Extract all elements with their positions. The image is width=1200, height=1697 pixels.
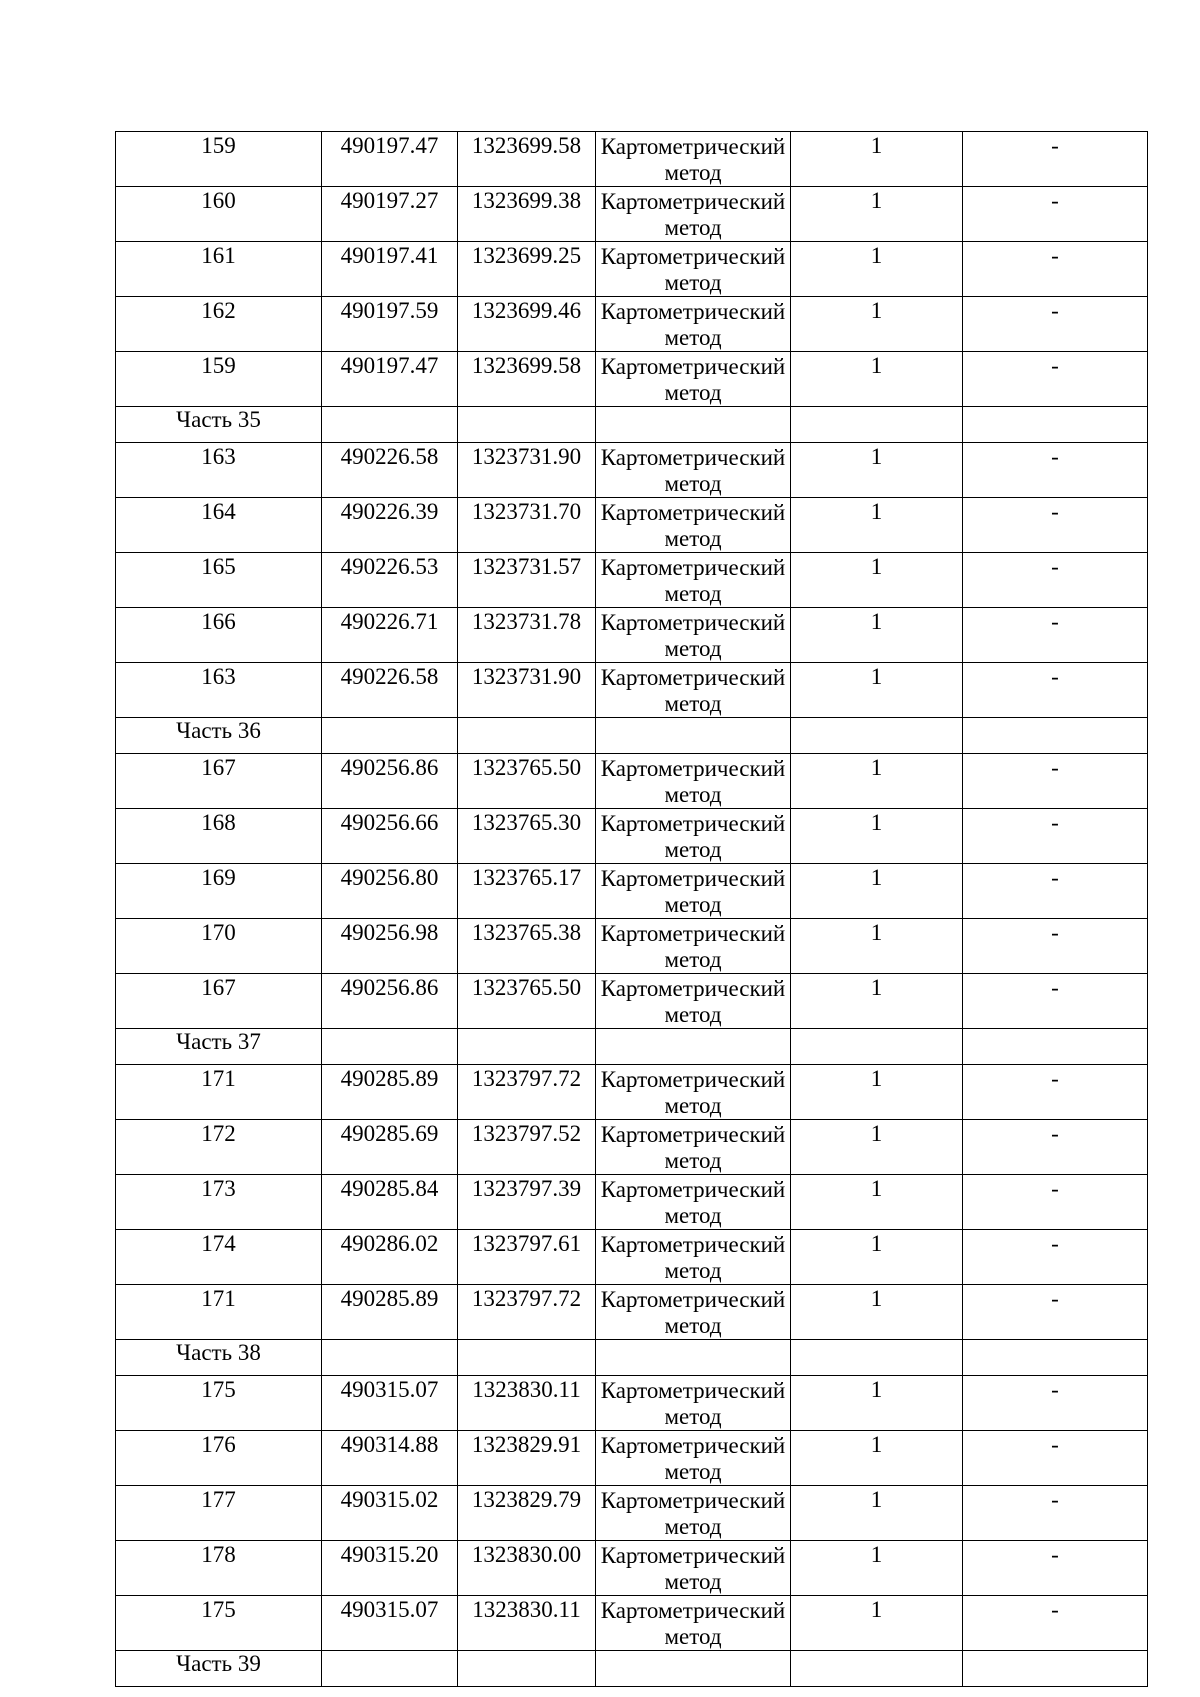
- x-coordinate-cell: 490226.53: [322, 553, 458, 608]
- method-line-1: Картометрический: [600, 134, 786, 159]
- method-line-1: Картометрический: [600, 244, 786, 269]
- method-line-1: Картометрический: [600, 610, 786, 635]
- note-cell: -: [963, 1376, 1148, 1431]
- point-number-cell: 165: [116, 553, 322, 608]
- y-coordinate-cell: 1323797.61: [458, 1230, 596, 1285]
- x-coordinate-cell: 490285.69: [322, 1120, 458, 1175]
- empty-cell: [596, 1029, 791, 1065]
- method-line-2: метод: [664, 782, 722, 807]
- x-coordinate-cell: 490226.71: [322, 608, 458, 663]
- point-number-cell: 178: [116, 1541, 322, 1596]
- y-coordinate-cell: 1323830.00: [458, 1541, 596, 1596]
- method-line-2: метод: [664, 526, 722, 551]
- empty-cell: [963, 1340, 1148, 1376]
- note-cell: -: [963, 663, 1148, 718]
- method-cell: [596, 1486, 791, 1541]
- table-row: [116, 187, 1148, 242]
- note-cell: -: [963, 352, 1148, 407]
- point-number-cell: 159: [116, 132, 322, 187]
- method-line-1: Картометрический: [600, 665, 786, 690]
- method-cell: [596, 663, 791, 718]
- empty-cell: [791, 407, 963, 443]
- method-line-1: Картометрический: [600, 1598, 786, 1623]
- method-cell: [596, 608, 791, 663]
- point-number-cell: 173: [116, 1175, 322, 1230]
- point-number-cell: 160: [116, 187, 322, 242]
- accuracy-cell: 1: [791, 1120, 963, 1175]
- y-coordinate-cell: 1323829.91: [458, 1431, 596, 1486]
- empty-cell: [963, 1651, 1148, 1687]
- table-row: [116, 1120, 1148, 1175]
- note-cell: -: [963, 754, 1148, 809]
- empty-cell: [596, 407, 791, 443]
- empty-cell: [458, 1029, 596, 1065]
- point-number-cell: 175: [116, 1376, 322, 1431]
- note-cell: -: [963, 1486, 1148, 1541]
- table-row: [116, 809, 1148, 864]
- part-header-row: [116, 407, 1148, 443]
- note-cell: -: [963, 242, 1148, 297]
- point-number-cell: 171: [116, 1065, 322, 1120]
- method-cell: [596, 443, 791, 498]
- part-label: Часть 39: [116, 1651, 322, 1687]
- method-line-2: метод: [664, 1569, 722, 1594]
- empty-cell: [596, 1651, 791, 1687]
- method-line-1: Картометрический: [600, 756, 786, 781]
- y-coordinate-cell: 1323829.79: [458, 1486, 596, 1541]
- y-coordinate-cell: 1323765.38: [458, 919, 596, 974]
- method-line-1: Картометрический: [600, 1378, 786, 1403]
- x-coordinate-cell: 490285.89: [322, 1285, 458, 1340]
- empty-cell: [963, 718, 1148, 754]
- empty-cell: [596, 1340, 791, 1376]
- table-row: [116, 974, 1148, 1029]
- empty-cell: [322, 1651, 458, 1687]
- method-cell: [596, 1065, 791, 1120]
- point-number-cell: 169: [116, 864, 322, 919]
- y-coordinate-cell: 1323830.11: [458, 1596, 596, 1651]
- empty-cell: [458, 718, 596, 754]
- table-row: [116, 1596, 1148, 1651]
- method-cell: [596, 1120, 791, 1175]
- method-cell: [596, 1431, 791, 1486]
- method-line-2: метод: [664, 1148, 722, 1173]
- table-row: [116, 919, 1148, 974]
- accuracy-cell: 1: [791, 297, 963, 352]
- method-line-2: метод: [664, 270, 722, 295]
- method-cell: [596, 1230, 791, 1285]
- method-cell: [596, 1285, 791, 1340]
- y-coordinate-cell: 1323797.39: [458, 1175, 596, 1230]
- x-coordinate-cell: 490197.47: [322, 132, 458, 187]
- x-coordinate-cell: 490197.41: [322, 242, 458, 297]
- y-coordinate-cell: 1323699.46: [458, 297, 596, 352]
- point-number-cell: 175: [116, 1596, 322, 1651]
- y-coordinate-cell: 1323731.90: [458, 443, 596, 498]
- y-coordinate-cell: 1323731.70: [458, 498, 596, 553]
- table-row: [116, 443, 1148, 498]
- method-line-2: метод: [664, 1002, 722, 1027]
- table-row: [116, 132, 1148, 187]
- x-coordinate-cell: 490315.02: [322, 1486, 458, 1541]
- y-coordinate-cell: 1323731.90: [458, 663, 596, 718]
- method-line-2: метод: [664, 1258, 722, 1283]
- empty-cell: [458, 1340, 596, 1376]
- point-number-cell: 161: [116, 242, 322, 297]
- part-header-row: [116, 1029, 1148, 1065]
- empty-cell: [963, 407, 1148, 443]
- accuracy-cell: 1: [791, 974, 963, 1029]
- y-coordinate-cell: 1323797.72: [458, 1065, 596, 1120]
- method-line-1: Картометрический: [600, 1177, 786, 1202]
- table-row: [116, 1376, 1148, 1431]
- accuracy-cell: 1: [791, 1596, 963, 1651]
- method-line-2: метод: [664, 1203, 722, 1228]
- method-line-1: Картометрический: [600, 1067, 786, 1092]
- method-cell: [596, 498, 791, 553]
- accuracy-cell: 1: [791, 608, 963, 663]
- accuracy-cell: 1: [791, 1175, 963, 1230]
- x-coordinate-cell: 490226.58: [322, 663, 458, 718]
- coordinates-table: [115, 131, 1148, 1687]
- empty-cell: [322, 1029, 458, 1065]
- accuracy-cell: 1: [791, 498, 963, 553]
- accuracy-cell: 1: [791, 443, 963, 498]
- method-cell: [596, 187, 791, 242]
- method-line-2: метод: [664, 1313, 722, 1338]
- x-coordinate-cell: 490226.39: [322, 498, 458, 553]
- method-cell: [596, 1175, 791, 1230]
- empty-cell: [458, 407, 596, 443]
- x-coordinate-cell: 490256.86: [322, 974, 458, 1029]
- note-cell: -: [963, 1120, 1148, 1175]
- method-cell: [596, 1376, 791, 1431]
- method-line-2: метод: [664, 691, 722, 716]
- y-coordinate-cell: 1323699.38: [458, 187, 596, 242]
- accuracy-cell: 1: [791, 1065, 963, 1120]
- table-row: [116, 297, 1148, 352]
- accuracy-cell: 1: [791, 553, 963, 608]
- x-coordinate-cell: 490286.02: [322, 1230, 458, 1285]
- y-coordinate-cell: 1323699.58: [458, 352, 596, 407]
- method-line-1: Картометрический: [600, 866, 786, 891]
- accuracy-cell: 1: [791, 1486, 963, 1541]
- point-number-cell: 167: [116, 974, 322, 1029]
- x-coordinate-cell: 490256.66: [322, 809, 458, 864]
- method-line-1: Картометрический: [600, 189, 786, 214]
- method-line-1: Картометрический: [600, 811, 786, 836]
- note-cell: -: [963, 1065, 1148, 1120]
- method-line-1: Картометрический: [600, 500, 786, 525]
- empty-cell: [322, 407, 458, 443]
- x-coordinate-cell: 490315.07: [322, 1596, 458, 1651]
- method-line-2: метод: [664, 1404, 722, 1429]
- x-coordinate-cell: 490256.86: [322, 754, 458, 809]
- y-coordinate-cell: 1323797.52: [458, 1120, 596, 1175]
- method-cell: [596, 352, 791, 407]
- table-row: [116, 352, 1148, 407]
- table-row: [116, 553, 1148, 608]
- note-cell: -: [963, 1285, 1148, 1340]
- method-line-1: Картометрический: [600, 1488, 786, 1513]
- method-cell: [596, 297, 791, 352]
- point-number-cell: 172: [116, 1120, 322, 1175]
- y-coordinate-cell: 1323830.11: [458, 1376, 596, 1431]
- point-number-cell: 163: [116, 443, 322, 498]
- x-coordinate-cell: 490197.27: [322, 187, 458, 242]
- note-cell: -: [963, 187, 1148, 242]
- table-row: [116, 1230, 1148, 1285]
- empty-cell: [322, 1340, 458, 1376]
- method-cell: [596, 132, 791, 187]
- point-number-cell: 171: [116, 1285, 322, 1340]
- method-cell: [596, 242, 791, 297]
- x-coordinate-cell: 490315.20: [322, 1541, 458, 1596]
- table-row: [116, 1285, 1148, 1340]
- accuracy-cell: 1: [791, 663, 963, 718]
- point-number-cell: 164: [116, 498, 322, 553]
- note-cell: -: [963, 1431, 1148, 1486]
- accuracy-cell: 1: [791, 809, 963, 864]
- accuracy-cell: 1: [791, 187, 963, 242]
- note-cell: -: [963, 1175, 1148, 1230]
- accuracy-cell: 1: [791, 242, 963, 297]
- x-coordinate-cell: 490285.84: [322, 1175, 458, 1230]
- method-line-2: метод: [664, 160, 722, 185]
- y-coordinate-cell: 1323765.50: [458, 754, 596, 809]
- note-cell: -: [963, 443, 1148, 498]
- method-line-2: метод: [664, 325, 722, 350]
- accuracy-cell: 1: [791, 1376, 963, 1431]
- x-coordinate-cell: 490256.98: [322, 919, 458, 974]
- point-number-cell: 176: [116, 1431, 322, 1486]
- part-header-row: [116, 718, 1148, 754]
- accuracy-cell: 1: [791, 1230, 963, 1285]
- note-cell: -: [963, 864, 1148, 919]
- method-cell: [596, 1541, 791, 1596]
- empty-cell: [791, 718, 963, 754]
- part-label: Часть 37: [116, 1029, 322, 1065]
- part-label: Часть 36: [116, 718, 322, 754]
- part-header-row: [116, 1651, 1148, 1687]
- table-row: [116, 242, 1148, 297]
- point-number-cell: 166: [116, 608, 322, 663]
- accuracy-cell: 1: [791, 1285, 963, 1340]
- method-cell: [596, 754, 791, 809]
- method-line-2: метод: [664, 380, 722, 405]
- y-coordinate-cell: 1323765.50: [458, 974, 596, 1029]
- empty-cell: [322, 718, 458, 754]
- method-line-2: метод: [664, 1093, 722, 1118]
- table-row: [116, 1431, 1148, 1486]
- note-cell: -: [963, 608, 1148, 663]
- y-coordinate-cell: 1323797.72: [458, 1285, 596, 1340]
- empty-cell: [458, 1651, 596, 1687]
- x-coordinate-cell: 490197.47: [322, 352, 458, 407]
- method-line-2: метод: [664, 1514, 722, 1539]
- note-cell: -: [963, 498, 1148, 553]
- y-coordinate-cell: 1323731.57: [458, 553, 596, 608]
- method-line-2: метод: [664, 581, 722, 606]
- accuracy-cell: 1: [791, 352, 963, 407]
- point-number-cell: 177: [116, 1486, 322, 1541]
- note-cell: -: [963, 809, 1148, 864]
- empty-cell: [791, 1340, 963, 1376]
- method-cell: [596, 864, 791, 919]
- x-coordinate-cell: 490285.89: [322, 1065, 458, 1120]
- method-line-1: Картометрический: [600, 1287, 786, 1312]
- table-row: [116, 608, 1148, 663]
- y-coordinate-cell: 1323731.78: [458, 608, 596, 663]
- note-cell: -: [963, 1541, 1148, 1596]
- x-coordinate-cell: 490256.80: [322, 864, 458, 919]
- point-number-cell: 167: [116, 754, 322, 809]
- empty-cell: [963, 1029, 1148, 1065]
- empty-cell: [596, 718, 791, 754]
- note-cell: -: [963, 297, 1148, 352]
- point-number-cell: 162: [116, 297, 322, 352]
- point-number-cell: 159: [116, 352, 322, 407]
- method-line-1: Картометрический: [600, 976, 786, 1001]
- note-cell: -: [963, 919, 1148, 974]
- point-number-cell: 163: [116, 663, 322, 718]
- accuracy-cell: 1: [791, 754, 963, 809]
- y-coordinate-cell: 1323699.25: [458, 242, 596, 297]
- point-number-cell: 168: [116, 809, 322, 864]
- method-line-2: метод: [664, 1459, 722, 1484]
- table-row: [116, 1175, 1148, 1230]
- empty-cell: [791, 1651, 963, 1687]
- part-label: Часть 38: [116, 1340, 322, 1376]
- method-line-1: Картометрический: [600, 354, 786, 379]
- method-line-1: Картометрический: [600, 1543, 786, 1568]
- point-number-cell: 174: [116, 1230, 322, 1285]
- accuracy-cell: 1: [791, 919, 963, 974]
- x-coordinate-cell: 490314.88: [322, 1431, 458, 1486]
- method-line-1: Картометрический: [600, 1433, 786, 1458]
- coordinates-table-body: [116, 132, 1148, 1687]
- method-cell: [596, 974, 791, 1029]
- part-header-row: [116, 1340, 1148, 1376]
- point-number-cell: 170: [116, 919, 322, 974]
- method-cell: [596, 1596, 791, 1651]
- note-cell: -: [963, 974, 1148, 1029]
- method-line-2: метод: [664, 1624, 722, 1649]
- y-coordinate-cell: 1323765.30: [458, 809, 596, 864]
- method-cell: [596, 553, 791, 608]
- method-line-2: метод: [664, 892, 722, 917]
- accuracy-cell: 1: [791, 1431, 963, 1486]
- method-line-1: Картометрический: [600, 445, 786, 470]
- method-line-1: Картометрический: [600, 1122, 786, 1147]
- note-cell: -: [963, 1596, 1148, 1651]
- method-line-2: метод: [664, 215, 722, 240]
- method-line-2: метод: [664, 636, 722, 661]
- table-row: [116, 1541, 1148, 1596]
- method-line-2: метод: [664, 837, 722, 862]
- table-row: [116, 1486, 1148, 1541]
- method-line-1: Картометрический: [600, 921, 786, 946]
- method-line-2: метод: [664, 471, 722, 496]
- note-cell: -: [963, 1230, 1148, 1285]
- table-row: [116, 1065, 1148, 1120]
- method-line-1: Картометрический: [600, 555, 786, 580]
- table-row: [116, 498, 1148, 553]
- y-coordinate-cell: 1323699.58: [458, 132, 596, 187]
- x-coordinate-cell: 490197.59: [322, 297, 458, 352]
- x-coordinate-cell: 490226.58: [322, 443, 458, 498]
- accuracy-cell: 1: [791, 864, 963, 919]
- empty-cell: [791, 1029, 963, 1065]
- method-line-1: Картометрический: [600, 299, 786, 324]
- part-label: Часть 35: [116, 407, 322, 443]
- accuracy-cell: 1: [791, 132, 963, 187]
- table-row: [116, 663, 1148, 718]
- note-cell: -: [963, 132, 1148, 187]
- method-line-1: Картометрический: [600, 1232, 786, 1257]
- method-cell: [596, 809, 791, 864]
- table-row: [116, 864, 1148, 919]
- accuracy-cell: 1: [791, 1541, 963, 1596]
- method-cell: [596, 919, 791, 974]
- y-coordinate-cell: 1323765.17: [458, 864, 596, 919]
- note-cell: -: [963, 553, 1148, 608]
- x-coordinate-cell: 490315.07: [322, 1376, 458, 1431]
- method-line-2: метод: [664, 947, 722, 972]
- table-row: [116, 754, 1148, 809]
